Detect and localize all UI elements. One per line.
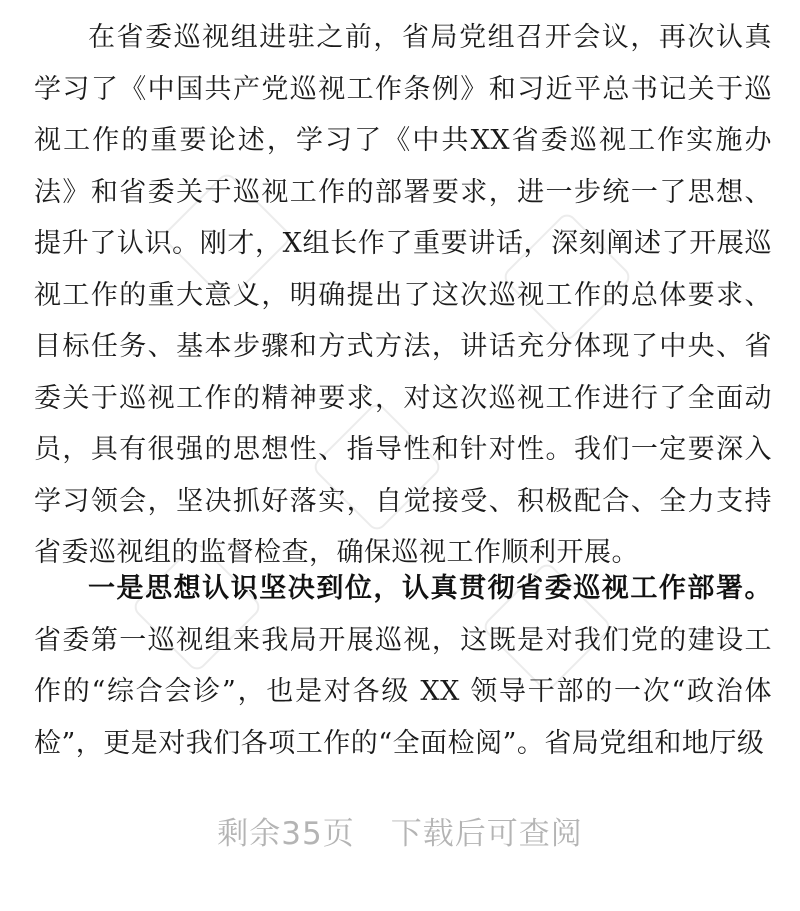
paragraph-body-text: 省委第一巡视组来我局开展巡视，这既是对我们党的建设工作的“综合会诊”，也是对各级 XX 领导干部的一次“政治体检”，更是对我们各项工作的“全面检阅”。省局党组和地厅级 [34,624,772,759]
body-paragraph-2 [34,563,772,769]
download-hint-label: 下载后可查阅 [390,816,583,852]
remaining-pages-label: 剩余35页 [217,816,355,852]
body-paragraph-1: 在省委巡视组进驻之前，省局党组召开会议，再次认真学习了《中国共产党巡视工作条例》和习近平总书记关于巡视工作的重要论述，学习了《中共XX省委巡视工作实施办法》和省委关于巡视工作的部署要求，进一步统一了思想、提升了认识。刚才，X组长作了重要讲话，深刻阐述了开展巡视工作的重大意义，明确提出了这次巡视工作的总体要求、目标任务、基本步骤和方式方法，讲话充分体现了中央、省委关于巡视工作的精神要求，对这次巡视工作进行了全面动员，具有很强的思想性、指导性和针对性。我们一定要深入学习领会，坚决抓好落实，自觉接受、积极配合、全力支持省委巡视组的监督检查，确保巡视工作顺利开展。 [34,22,772,568]
paragraph-lead-heading: 一是思想认识坚决到位，认真贯彻省委巡视工作部署。 [88,573,772,604]
download-prompt[interactable] [0,808,800,853]
